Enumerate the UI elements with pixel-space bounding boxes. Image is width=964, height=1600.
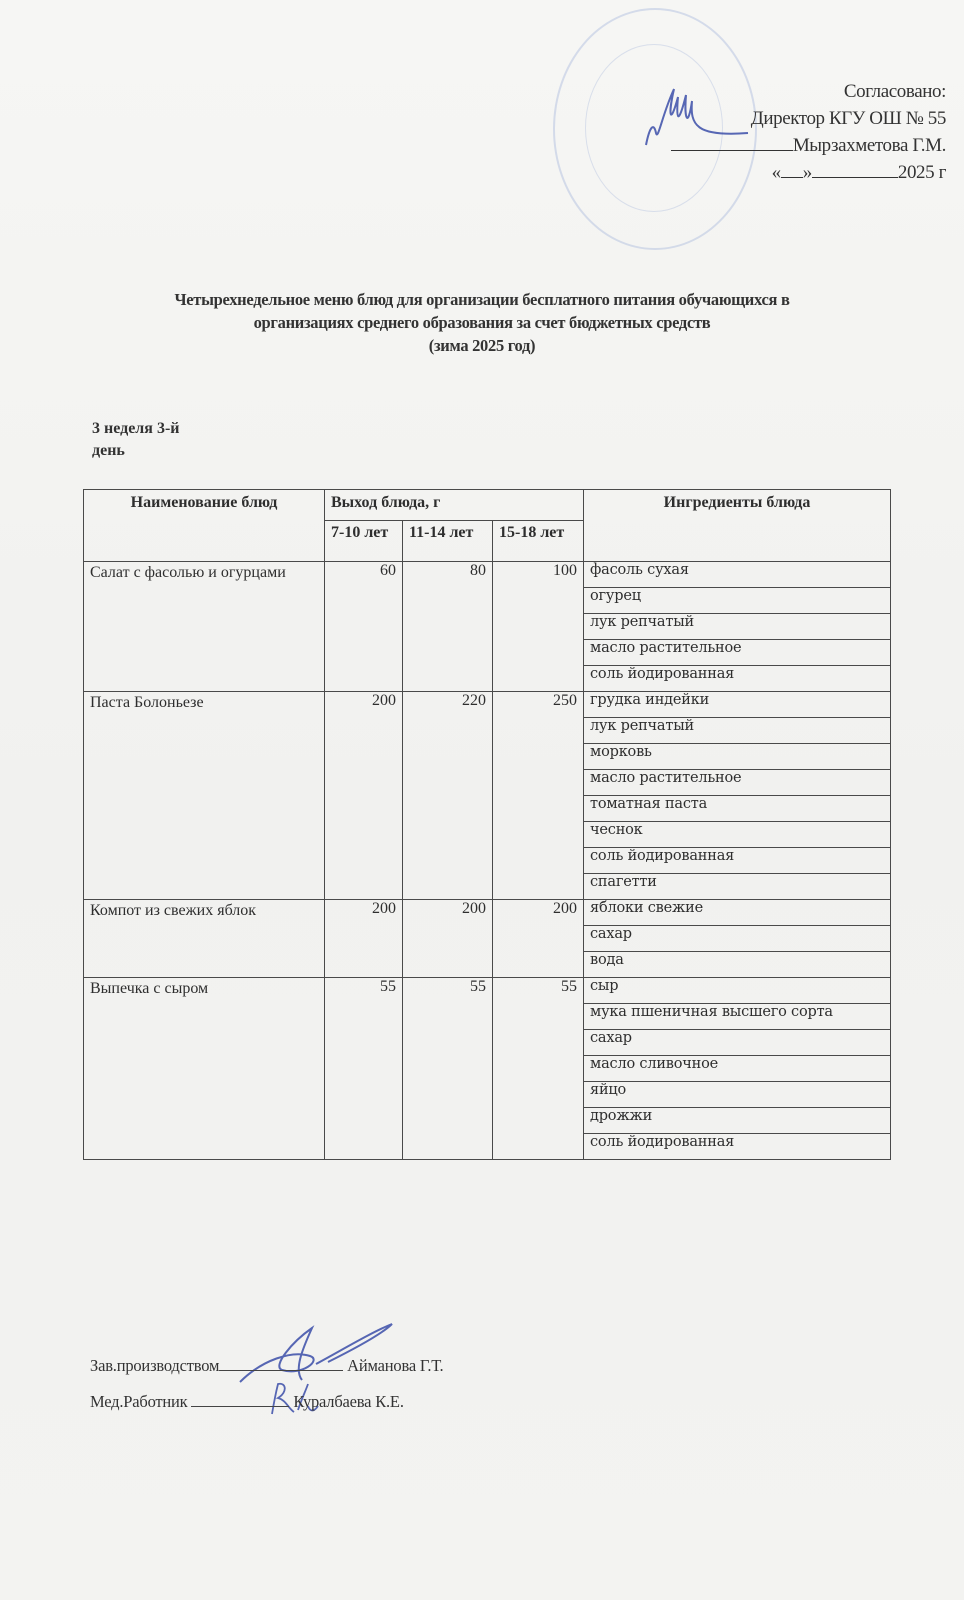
dish-name: Салат с фасолью и огурцами xyxy=(84,562,325,692)
table-row xyxy=(84,900,891,926)
yield-11-14: 200 xyxy=(403,900,493,978)
header-dish-name: Наименование блюд xyxy=(84,490,325,562)
ingredient: вода xyxy=(584,952,891,978)
production-head-name: Айманова Г.Т. xyxy=(347,1356,444,1375)
yield-7-10: 200 xyxy=(325,900,403,978)
header-age-11-14: 11-14 лет xyxy=(403,521,493,562)
ingredient: масло сливочное xyxy=(584,1056,891,1082)
ingredient: чеснок xyxy=(584,822,891,848)
dish-name: Паста Болоньезе xyxy=(84,692,325,900)
ingredient: мука пшеничная высшего сорта xyxy=(584,1004,891,1030)
header-age-7-10: 7-10 лет xyxy=(325,521,403,562)
signature-line xyxy=(191,1392,289,1407)
ingredient: лук репчатый xyxy=(584,718,891,744)
approval-heading: Согласовано: xyxy=(843,81,946,102)
table-row xyxy=(84,692,891,718)
approval-name: Мырзахметова Г.М. xyxy=(792,135,946,156)
yield-7-10: 60 xyxy=(325,562,403,692)
ingredient: томатная паста xyxy=(584,796,891,822)
yield-11-14: 55 xyxy=(403,978,493,1160)
production-head-label: Зав.производством xyxy=(90,1356,220,1375)
ingredient: соль йодированная xyxy=(584,848,891,874)
yield-15-18: 100 xyxy=(493,562,584,692)
date-day-blank xyxy=(781,159,803,178)
yield-15-18: 200 xyxy=(493,900,584,978)
table-row xyxy=(84,562,891,588)
ingredient: сахар xyxy=(584,926,891,952)
ingredient: морковь xyxy=(584,744,891,770)
signature-line xyxy=(671,132,793,151)
medic-label: Мед.Работник xyxy=(90,1392,188,1411)
header-ingredients: Ингредиенты блюда xyxy=(584,490,891,562)
yield-15-18: 55 xyxy=(493,978,584,1160)
medic-line xyxy=(90,1392,404,1412)
ingredient: фасоль сухая xyxy=(584,562,891,588)
menu-table xyxy=(83,489,891,1160)
header-age-15-18: 15-18 лет xyxy=(493,521,584,562)
ingredient: огурец xyxy=(584,588,891,614)
yield-7-10: 55 xyxy=(325,978,403,1160)
ingredient: сыр xyxy=(584,978,891,1004)
ingredient: масло растительное xyxy=(584,640,891,666)
yield-11-14: 220 xyxy=(403,692,493,900)
ingredient: соль йодированная xyxy=(584,1134,891,1160)
approval-year: 2025 г xyxy=(897,162,946,183)
date-month-blank xyxy=(812,159,898,178)
dish-name: Компот из свежих яблок xyxy=(84,900,325,978)
ingredient: лук репчатый xyxy=(584,614,891,640)
signature-line xyxy=(219,1356,343,1371)
production-head-line xyxy=(90,1356,443,1376)
ingredient: яблоки свежие xyxy=(584,900,891,926)
yield-15-18: 250 xyxy=(493,692,584,900)
ingredient: дрожжи xyxy=(584,1108,891,1134)
ingredient: яйцо xyxy=(584,1082,891,1108)
page-title: Четырехнедельное меню блюд для организации бесплатного питания обучающихся в организациях среднего образования за счет бюджетных средств (зима 2025 год) xyxy=(174,290,790,355)
approval-date: « » 2025 г xyxy=(671,159,946,186)
ingredient: соль йодированная xyxy=(584,666,891,692)
yield-7-10: 200 xyxy=(325,692,403,900)
ingredient: спагетти xyxy=(584,874,891,900)
medic-name: Куралбаева К.Е. xyxy=(293,1392,404,1411)
ingredient: масло растительное xyxy=(584,770,891,796)
week-day-label: 3 неделя 3-й день xyxy=(92,420,180,459)
table-row xyxy=(84,978,891,1004)
approval-block xyxy=(671,78,946,186)
approval-signer xyxy=(671,132,946,159)
approval-position: Директор КГУ ОШ № 55 xyxy=(750,108,946,129)
ingredient: сахар xyxy=(584,1030,891,1056)
ingredient: грудка индейки xyxy=(584,692,891,718)
yield-11-14: 80 xyxy=(403,562,493,692)
header-yield: Выход блюда, г xyxy=(325,490,584,521)
dish-name: Выпечка с сыром xyxy=(84,978,325,1160)
